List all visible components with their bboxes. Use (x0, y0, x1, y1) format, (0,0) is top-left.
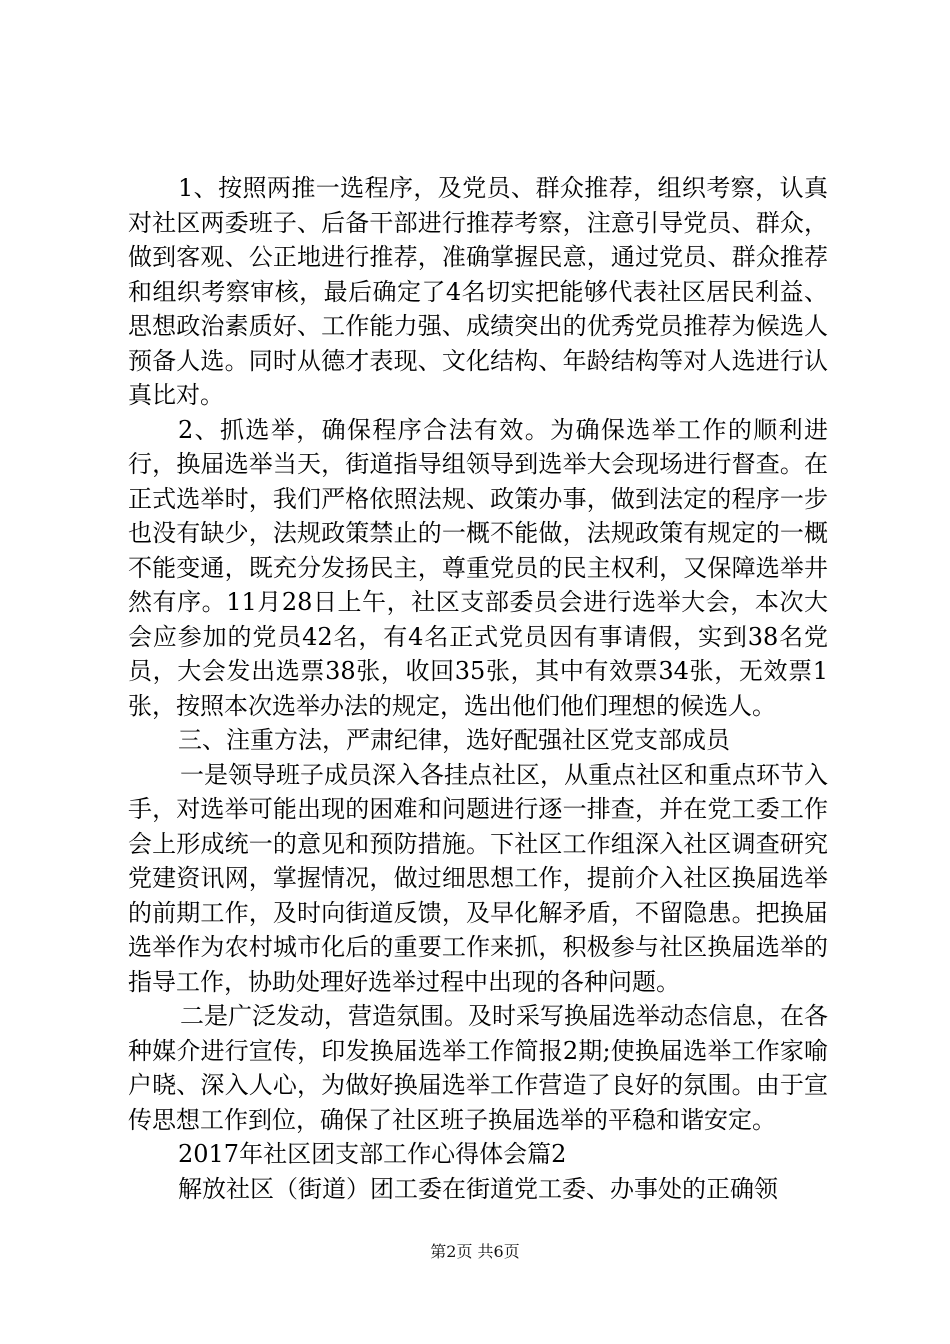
paragraph-4: 二是广泛发动，营造氛围。及时采写换届选举动态信息，在各种媒介进行宣传，印发换届选举工作简报2期;使换届选举工作家喻户晓、深入人心，为做好换届选举工作营造了良好的氛围。由于宣传思想工作到位，确保了社区班子换届选举的平稳和谐安定。 (128, 1002, 828, 1134)
section-heading: 三、注重方法，严肃纪律，选好配强社区党支部成员 (178, 726, 730, 754)
paragraph-2: 2、抓选举，确保程序合法有效。为确保选举工作的顺利进行，换届选举当天，街道指导组领导到选举大会现场进行督查。在正式选举时，我们严格依照法规、政策办事，做到法定的程序一步也没有缺少，法规政策禁止的一概不能做，法规政策有规定的一概不能变通，既充分发扬民主，尊重党员的民主权利，又保障选举井然有序。11月28日上午，社区支部委员会进行选举大会，本次大会应参加的党员42名，有4名正式党员因有事请假，实到38名党员，大会发出选票38张，收回35张，其中有效票34张，无效票1张，按照本次选举办法的规定，选出他们他们理想的候选人。 (128, 415, 828, 720)
paragraph-3: 一是领导班子成员深入各挂点社区，从重点社区和重点环节入手，对选举可能出现的困难和问题进行逐一排查，并在党工委工作会上形成统一的意见和预防措施。下社区工作组深入社区调查研究党建资讯网，掌握情况，做过细思想工作，提前介入社区换届选举的前期工作，及时向街道反馈，及早化解矛盾，不留隐患。把换届选举作为农村城市化后的重要工作来抓，积极参与社区换届选举的指导工作，协助处理好选举过程中出现的各种问题。 (128, 760, 828, 996)
document-body (128, 171, 828, 1206)
paragraph-1: 1、按照两推一选程序，及党员、群众推荐，组织考察，认真对社区两委班子、后备干部进行推荐考察，注意引导党员、群众，做到客观、公正地进行推荐，准确掌握民意，通过党员、群众推荐和组织考察审核，最后确定了4名切实把能够代表社区居民利益、思想政治素质好、工作能力强、成绩突出的优秀党员推荐为候选人预备人选。同时从德才表现、文化结构、年龄结构等对人选进行认真比对。 (128, 174, 828, 409)
page-number-footer: 第2页 共6页 (430, 1242, 520, 1261)
paragraph-5: 解放社区（街道）团工委在街道党工委、办事处的正确领 (178, 1174, 778, 1203)
article-title: 2017年社区团支部工作心得体会篇2 (178, 1140, 567, 1168)
